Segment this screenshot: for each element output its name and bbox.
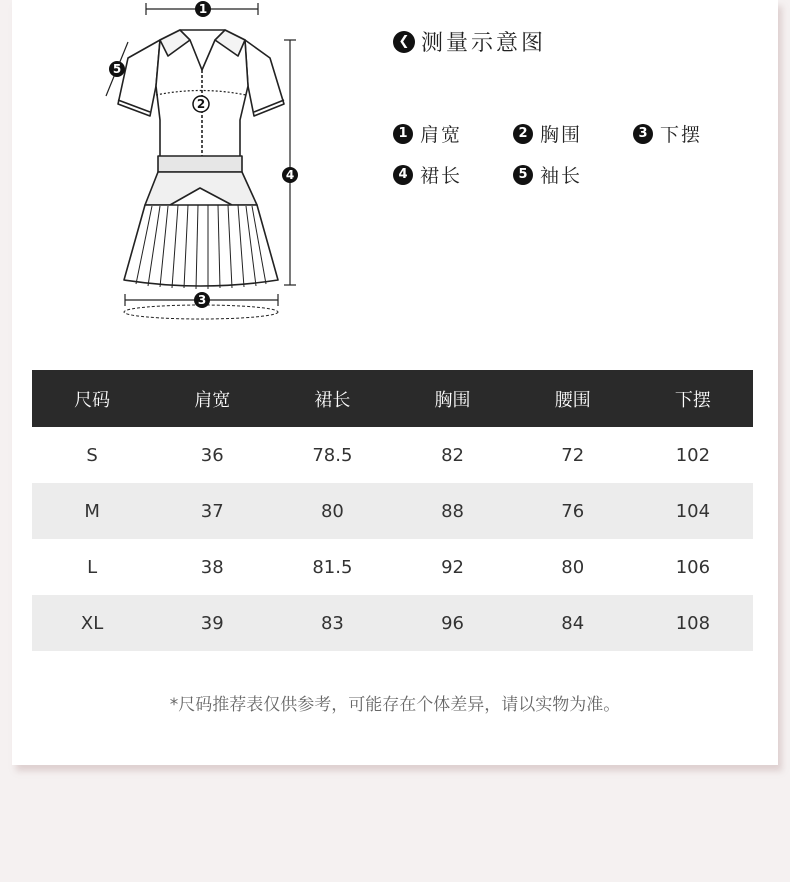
legend-label: 下摆 <box>660 124 703 146</box>
size-table <box>32 370 753 651</box>
table-cell: 81.5 <box>312 556 353 578</box>
table-cell: L <box>87 556 98 578</box>
svg-text:3: 3 <box>197 293 207 307</box>
legend-row-1 <box>393 120 753 147</box>
table-cell: 96 <box>392 595 512 651</box>
legend-item-chest <box>513 120 633 147</box>
legend-row-2 <box>393 161 633 188</box>
table-cell: 39 <box>152 595 272 651</box>
table-cell: 80 <box>561 556 585 578</box>
table-cell: S <box>86 444 98 466</box>
legend-item-hem <box>633 120 753 147</box>
legend-item-sleeve <box>513 161 633 188</box>
table-row <box>32 539 753 595</box>
header-hem: 下摆 <box>633 370 753 427</box>
table-cell: 104 <box>633 483 753 539</box>
table-cell: 78.5 <box>312 444 353 466</box>
table-cell: 80 <box>272 483 392 539</box>
table-cell: 83 <box>272 595 392 651</box>
legend-title <box>393 26 546 57</box>
header-length: 裙长 <box>272 370 392 427</box>
table-cell: 102 <box>675 444 711 466</box>
svg-text:1: 1 <box>198 2 208 16</box>
table-cell: 106 <box>675 556 711 578</box>
table-cell: 76 <box>513 483 633 539</box>
table-header-row <box>32 370 753 427</box>
svg-text:2: 2 <box>196 97 206 111</box>
table-cell: 36 <box>200 444 224 466</box>
legend-label: 肩宽 <box>420 124 463 146</box>
back-arrow-icon: ❮ <box>393 31 415 53</box>
disclaimer-note: *尺码推荐表仅供参考，可能存在个体差异，请以实物为准。 <box>169 695 621 715</box>
table-row <box>32 595 753 651</box>
table-cell: 72 <box>561 444 585 466</box>
number-5-icon: 5 <box>513 165 533 185</box>
legend-label: 袖长 <box>540 165 583 187</box>
table-row <box>32 483 753 539</box>
table-row <box>32 427 753 483</box>
table-cell: M <box>32 483 152 539</box>
number-3-icon: 3 <box>633 124 653 144</box>
table-cell: 37 <box>152 483 272 539</box>
legend-label: 胸围 <box>540 124 583 146</box>
header-chest: 胸围 <box>392 370 512 427</box>
number-1-icon: 1 <box>393 124 413 144</box>
svg-text:5: 5 <box>112 62 122 76</box>
table-cell: XL <box>32 595 152 651</box>
table-cell: 88 <box>392 483 512 539</box>
garment-diagram <box>0 0 330 340</box>
right-sleeve <box>245 40 284 116</box>
header-waist: 腰围 <box>513 370 633 427</box>
table-cell: 92 <box>441 556 464 578</box>
number-4-icon: 4 <box>393 165 413 185</box>
waistband <box>158 156 242 172</box>
svg-text:4: 4 <box>285 168 295 182</box>
table-cell: 82 <box>441 444 464 466</box>
legend-item-shoulder <box>393 120 513 147</box>
table-cell: 108 <box>633 595 753 651</box>
number-2-icon: 2 <box>513 124 533 144</box>
legend-item-length <box>393 161 513 188</box>
header-size: 尺码 <box>32 370 152 427</box>
legend-label: 裙长 <box>420 165 463 187</box>
table-cell: 84 <box>513 595 633 651</box>
legend-title-text: 测量示意图 <box>421 31 547 56</box>
table-cell: 38 <box>200 556 224 578</box>
header-shoulder: 肩宽 <box>152 370 272 427</box>
